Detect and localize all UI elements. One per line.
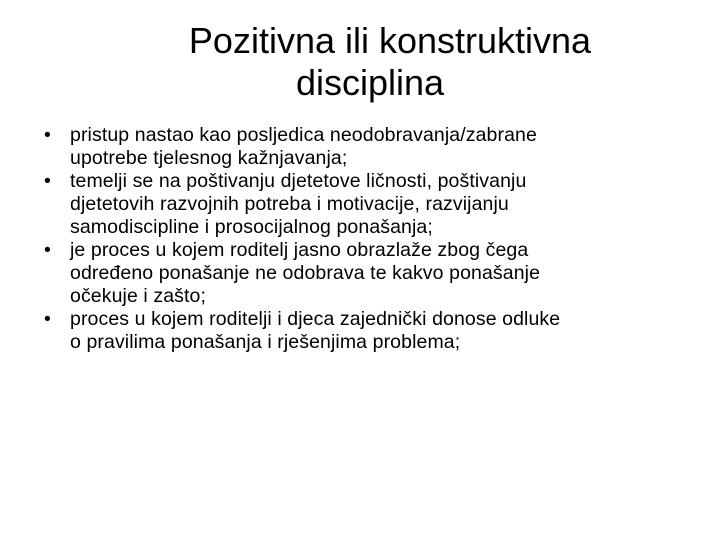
bullet-line: određeno ponašanje ne odobrava te kakvo ponašanje — [70, 262, 541, 284]
bullet-line: samodiscipline i prosocijalnog ponašanja; — [70, 216, 433, 238]
bullet-line: proces u kojem roditelji i djeca zajednički donose odluke — [70, 308, 561, 330]
bullet-line: temelji se na poštivanju djetetove ličnosti, poštivanju — [70, 170, 527, 192]
bullet-text — [70, 239, 680, 308]
bullet-line: očekuje i zašto; — [70, 285, 207, 307]
bullet-item — [44, 239, 680, 308]
bullet-list — [44, 124, 680, 354]
bullet-line: djetetovih razvojnih potreba i motivacije, razvijanju — [70, 193, 509, 215]
bullet-text — [70, 170, 680, 239]
bullet-marker: • — [44, 170, 51, 192]
bullet-item — [44, 124, 680, 170]
bullet-line: upotrebe tjelesnog kažnjavanja; — [70, 147, 348, 169]
bullet-text — [70, 124, 680, 170]
bullet-line: je proces u kojem roditelj jasno obrazlaže zbog čega — [70, 239, 529, 261]
bullet-line: pristup nastao kao posljedica neodobravanja/zabrane — [70, 124, 537, 146]
bullet-item — [44, 308, 680, 354]
bullet-marker: • — [44, 308, 51, 330]
title-line: disciplina — [295, 62, 445, 103]
slide-title — [60, 20, 660, 104]
bullet-item — [44, 170, 680, 239]
bullet-marker: • — [44, 124, 51, 146]
bullet-line: o pravilima ponašanja i rješenjima problema; — [70, 331, 461, 353]
title-line: Pozitivna ili konstruktivna — [188, 20, 592, 61]
bullet-marker: • — [44, 239, 51, 261]
bullet-text — [70, 308, 680, 354]
